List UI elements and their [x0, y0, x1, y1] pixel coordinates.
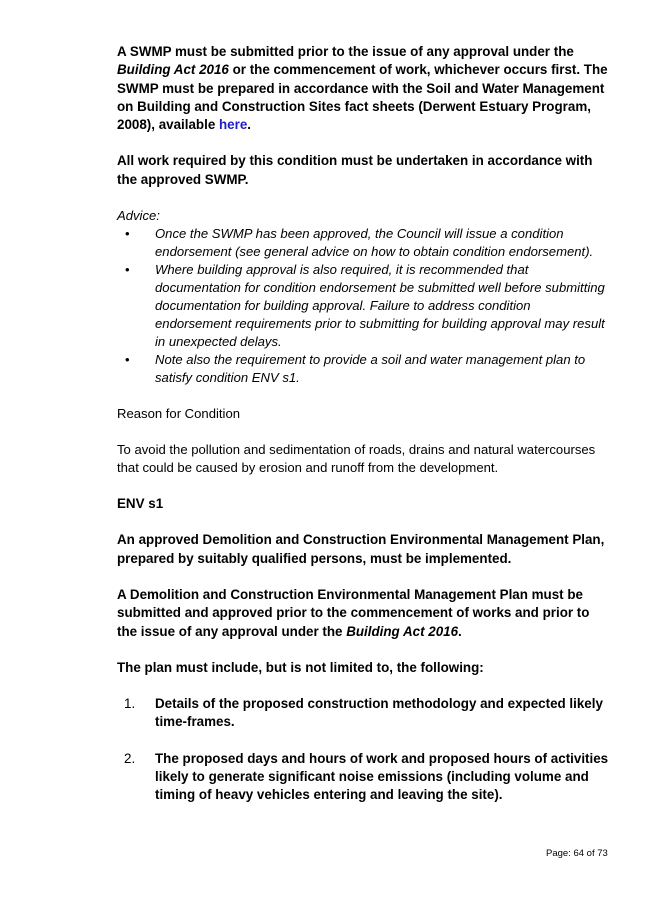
advice-item-text: Once the SWMP has been approved, the Council will issue a condition endorsement (see general advice on how to obtain condition endorsement). [155, 226, 594, 260]
swmp-text-part: . [247, 117, 252, 133]
advice-item-text: Where building approval is also required, it is recommended that documentation for condition endorsement be submitted well before submitting documentation for building approval. Failure to address condition endorsement requirements prior to submitting for building approval may result in unexpected delays. [155, 262, 605, 350]
env-plan-paragraph: An approved Demolition and Construction Environmental Management Plan, prepared by suitably qualified persons, must be implemented. [117, 532, 605, 566]
swmp-compliance-paragraph: All work required by this condition must be undertaken in accordance with the approved SWMP. [117, 153, 593, 187]
item-text: Details of the proposed construction methodology and expected likely time-frames. [155, 696, 603, 730]
env-text-part: A Demolition and Construction Environmental Management Plan must be submitted and approved prior to the commencement of works and prior to the issue of any approval under the [117, 586, 590, 639]
reason-heading: Reason for Condition [117, 406, 241, 422]
act-name: Building Act 2016 [117, 62, 229, 78]
numbered-item [117, 695, 609, 732]
env-text-part: . [458, 623, 462, 639]
act-name: Building Act 2016 [346, 623, 459, 639]
swmp-requirement-paragraph [117, 43, 609, 134]
env-submission-paragraph [117, 586, 609, 641]
advice-list [117, 225, 609, 387]
condition-code-heading: ENV s1 [117, 496, 164, 512]
page-content [117, 43, 609, 805]
item-number: 1. [124, 696, 136, 712]
bullet-icon: • [125, 352, 130, 368]
item-text: The proposed days and hours of work and proposed hours of activities likely to generate significant noise emissions (including volume and timing of heavy vehicles entering and leaving the site). [155, 750, 609, 803]
here-link[interactable]: here [219, 117, 248, 133]
advice-heading: Advice: [117, 208, 160, 224]
reason-text: To avoid the pollution and sedimentation of roads, drains and natural watercourses that could be caused by erosion and runoff from the development. [117, 442, 596, 476]
item-number: 2. [124, 750, 136, 766]
advice-item [117, 261, 609, 351]
swmp-text-part: A SWMP must be submitted prior to the issue of any approval under the [117, 44, 574, 59]
plan-include-paragraph: The plan must include, but is not limited to, the following: [117, 659, 484, 675]
bullet-icon: • [125, 262, 130, 278]
numbered-item [117, 750, 609, 805]
advice-item [117, 351, 609, 387]
page-number: Page: 64 of 73 [546, 848, 608, 859]
bullet-icon: • [125, 226, 130, 242]
advice-item [117, 225, 609, 261]
advice-item-text: Note also the requirement to provide a soil and water management plan to satisfy condition ENV s1. [155, 352, 586, 386]
swmp-text-part: or the commencement of work, whichever occurs first. The SWMP must be prepared in accordance with the Soil and Water Management on Building and Construction Sites fact sheets (Derwent Estuary Program, 2008), available [117, 62, 608, 133]
